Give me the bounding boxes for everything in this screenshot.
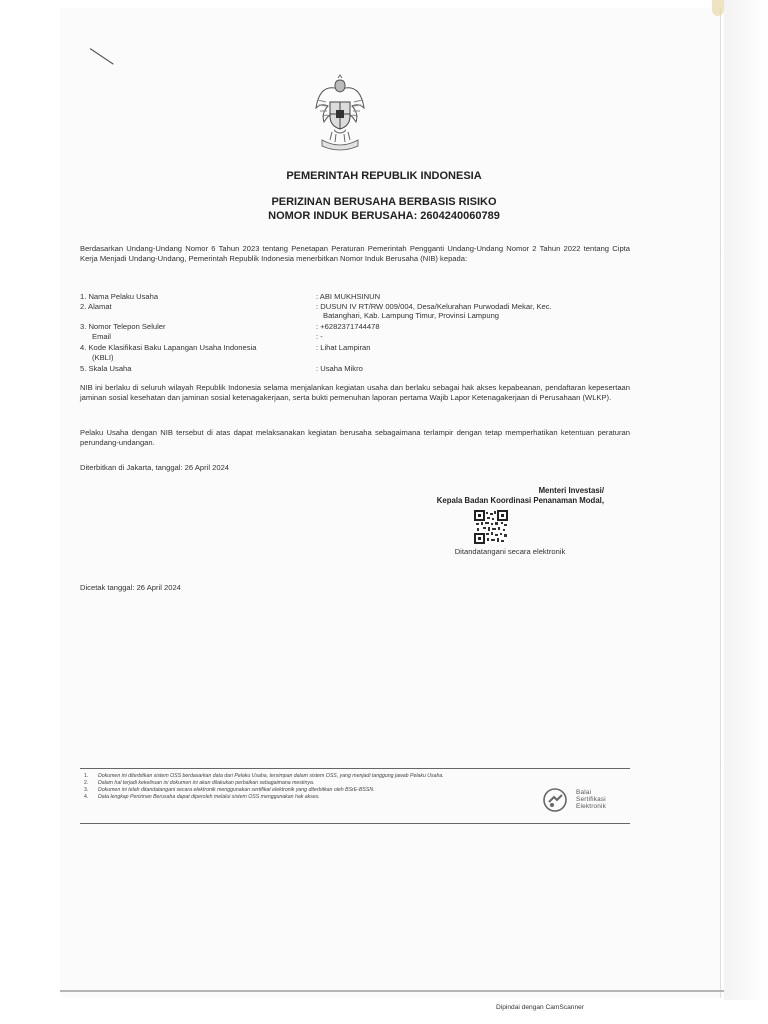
bsre-line: Elektronik	[576, 803, 607, 811]
issuer-heading: PEMERINTAH REPUBLIK INDONESIA	[286, 170, 482, 182]
bsre-line: Sertifikasi	[576, 796, 606, 804]
nib-validity-paragraph: NIB ini berlaku di seluruh wilayah Republik Indonesia selama menjalankan kegiatan usaha dan berlaku sebagai hak akses kepabeanan, pendaftaran kepesertaan jaminan sosial kesehatan dan jaminan sosial ketenagakerjaan, serta bukti pemenuhan laporan pertama Wajib Lapor Ketenagakerjaan di Perusahaan (WLKP).	[80, 383, 630, 402]
footer-note-text: Data lengkap Perizinan Berusaha dapat diperoleh melalui sistem OSS menggunakan hak akses.	[98, 794, 320, 800]
business-actor-paragraph: Pelaku Usaha dengan NIB tersebut di atas dapat melaksanakan kegiatan berusaha sebagaimana terlampir dengan tetap memperhatikan ketentuan peraturan perundang-undangan.	[80, 428, 630, 447]
field-label: 1. Nama Pelaku Usaha	[80, 292, 159, 301]
issued-date: Diterbitkan di Jakarta, tanggal: 26 April 2024	[80, 463, 230, 472]
signature-block	[380, 486, 604, 506]
scanner-watermark: Dipindai dengan CamScanner	[496, 1004, 584, 1011]
document-title: PERIZINAN BERUSAHA BERBASIS RISIKO	[271, 196, 497, 208]
paper-stain	[712, 0, 724, 16]
footer-note-text: Dalam hal terjadi kekeliruan isi dokumen ini akan dilakukan perbaikan sebagaimana mestinya.	[98, 780, 315, 786]
field-value: : -	[316, 332, 323, 341]
field-value: : DUSUN IV RT/RW 009/004, Desa/Kelurahan Purwodadi Mekar, Kec.	[316, 301, 552, 311]
footer-note-number: 2.	[84, 780, 89, 786]
footer-note	[84, 773, 534, 780]
field-label: 2. Alamat	[80, 301, 112, 311]
field-value: Batanghari, Kab. Lampung Timur, Provinsi Lampung	[323, 311, 500, 320]
bsre-label	[576, 789, 606, 811]
footer-note-number: 1.	[84, 773, 89, 779]
field-label: 5. Skala Usaha	[80, 364, 132, 373]
footer-note-text: Dokumen ini telah ditandatangani secara elektronik menggunakan sertifikat elektronik yang diterbitkan oleh BSrE-BSSN.	[98, 787, 375, 793]
bsre-logo	[542, 787, 628, 817]
bsre-emblem-icon	[542, 787, 568, 813]
intro-paragraph: Berdasarkan Undang-Undang Nomor 6 Tahun 2023 tentang Penetapan Peraturan Pemerintah Pengganti Undang-Undang Nomor 2 Tahun 2022 tentang Cipta Kerja Menjadi Undang-Undang, Pemerintah Republik Indonesia menerbitkan Nomor Induk Berusaha (NIB) kepada:	[80, 244, 630, 263]
printed-date: Dicetak tanggal: 26 April 2024	[80, 583, 181, 592]
field-value: : ABI MUKHSINUN	[316, 292, 381, 301]
page-edge	[724, 0, 768, 1000]
qr-code-icon	[474, 510, 508, 544]
footer-notes	[84, 773, 534, 801]
page-bottom-edge	[60, 990, 724, 992]
footer-note-number: 3.	[84, 787, 89, 793]
signatory-title: Menteri Investasi/	[538, 486, 604, 495]
field-label: 3. Nomor Telepon Seluler	[80, 322, 166, 331]
signatory-office: Kepala Badan Koordinasi Penanaman Modal,	[436, 496, 604, 505]
garuda-emblem-icon	[314, 74, 366, 154]
e-signature-note: Ditandatangani secara elektronik	[454, 547, 566, 556]
footer-note-number: 4.	[84, 794, 89, 800]
field-label: 4. Kode Klasifikasi Baku Lapangan Usaha Indonesia	[80, 343, 257, 352]
footer-notes-box	[80, 768, 630, 824]
footer-note	[84, 780, 534, 787]
footer-note	[84, 794, 534, 801]
field-value: : Lihat Lampiran	[316, 343, 371, 352]
field-value: : +6282371744478	[316, 322, 380, 331]
field-value: : Usaha Mikro	[316, 364, 363, 373]
field-label: (KBLI)	[92, 352, 114, 362]
footer-note	[84, 787, 534, 794]
nib-number: NOMOR INDUK BERUSAHA: 2604240060789	[268, 210, 500, 222]
bsre-line: Balai	[576, 789, 592, 796]
footer-note-text: Dokumen ini diterbitkan sistem OSS berdasarkan data dari Pelaku Usaha, tersimpan dalam sistem OSS, yang menjadi tanggung jawab Pelaku Usaha.	[98, 773, 444, 779]
field-label: Email	[92, 332, 111, 341]
